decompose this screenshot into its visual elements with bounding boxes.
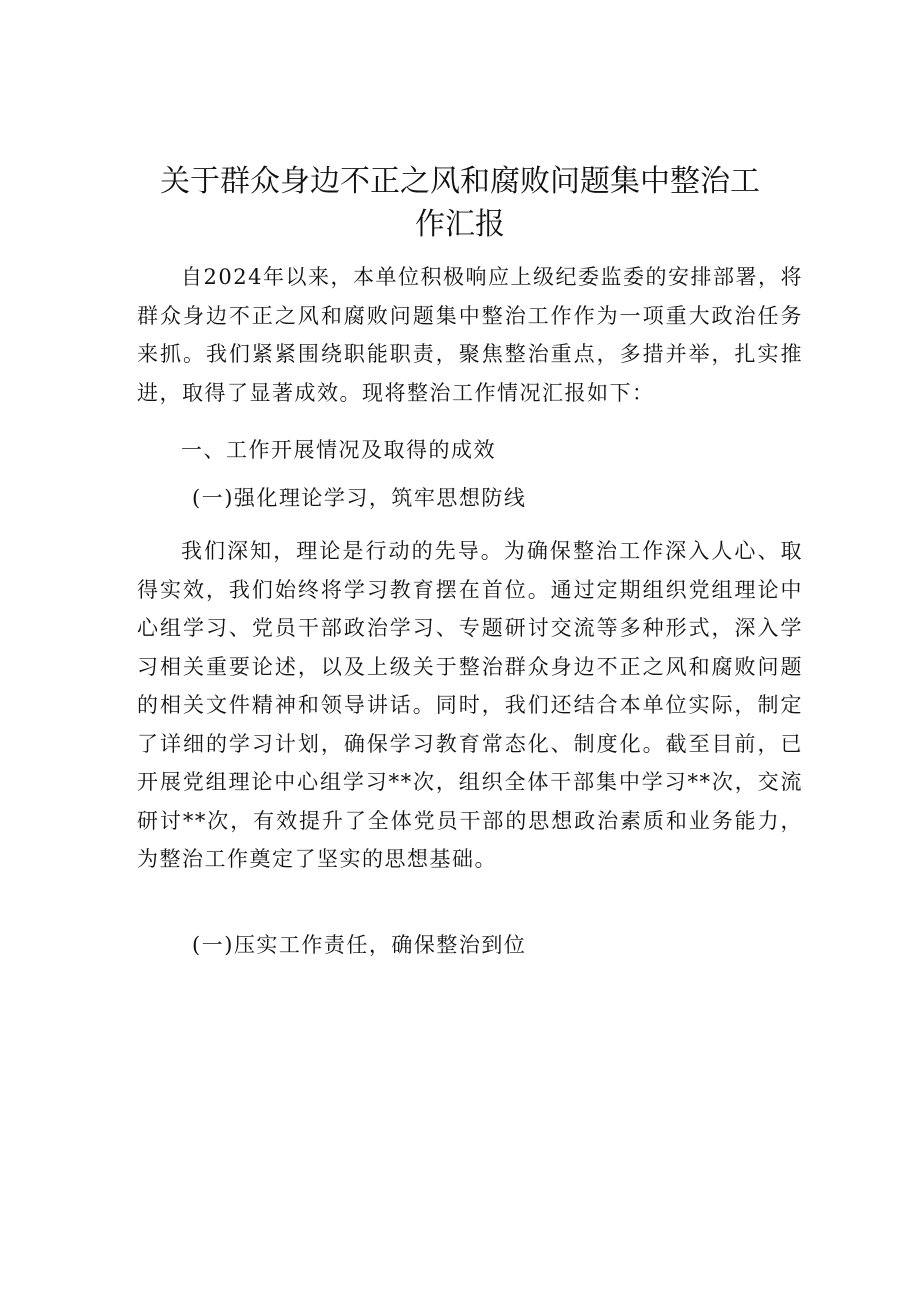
subsection-one-heading: (一)强化理论学习，筑牢思想防线 — [192, 486, 527, 510]
subsection-one-paragraph: 我们深知，理论是行动的先导。为确保整治工作深入人心、取得实效，我们始终将学习教育摆在首位。通过定期组织党组理论中心组学习、党员干部政治学习、专题研讨交流等多种形式，深入学习相关重要论述，以及上级关于整治群众身边不正之风和腐败问题的相关文件精神和领导讲话。同时，我们还结合本单位实际，制定了详细的学习计划，确保学习教育常态化、制度化。截至目前，已开展党组理论中心组学习**次，组织全体干部集中学习**次，交流研讨**次，有效提升了全体党员干部的思想政治素质和业务能力，为整治工作奠定了坚实的思想基础。 — [137, 539, 803, 871]
intro-paragraph: 自2024年以来，本单位积极响应上级纪委监委的安排部署，将群众身边不正之风和腐败问题集中整治工作作为一项重大政治任务来抓。我们紧紧围绕职能职责，聚焦整治重点，多措并举，扎实推进，取得了显著成效。现将整治工作情况汇报如下： — [137, 265, 803, 405]
title-line-2: 作汇报 — [415, 207, 505, 242]
document-title — [120, 160, 800, 246]
title-line-1: 关于群众身边不正之风和腐败问题集中整治工 — [160, 164, 760, 199]
section-one-heading: 一、工作开展情况及取得的成效 — [181, 438, 496, 462]
subsection-two-heading: (一)压实工作责任，确保整治到位 — [192, 933, 527, 957]
